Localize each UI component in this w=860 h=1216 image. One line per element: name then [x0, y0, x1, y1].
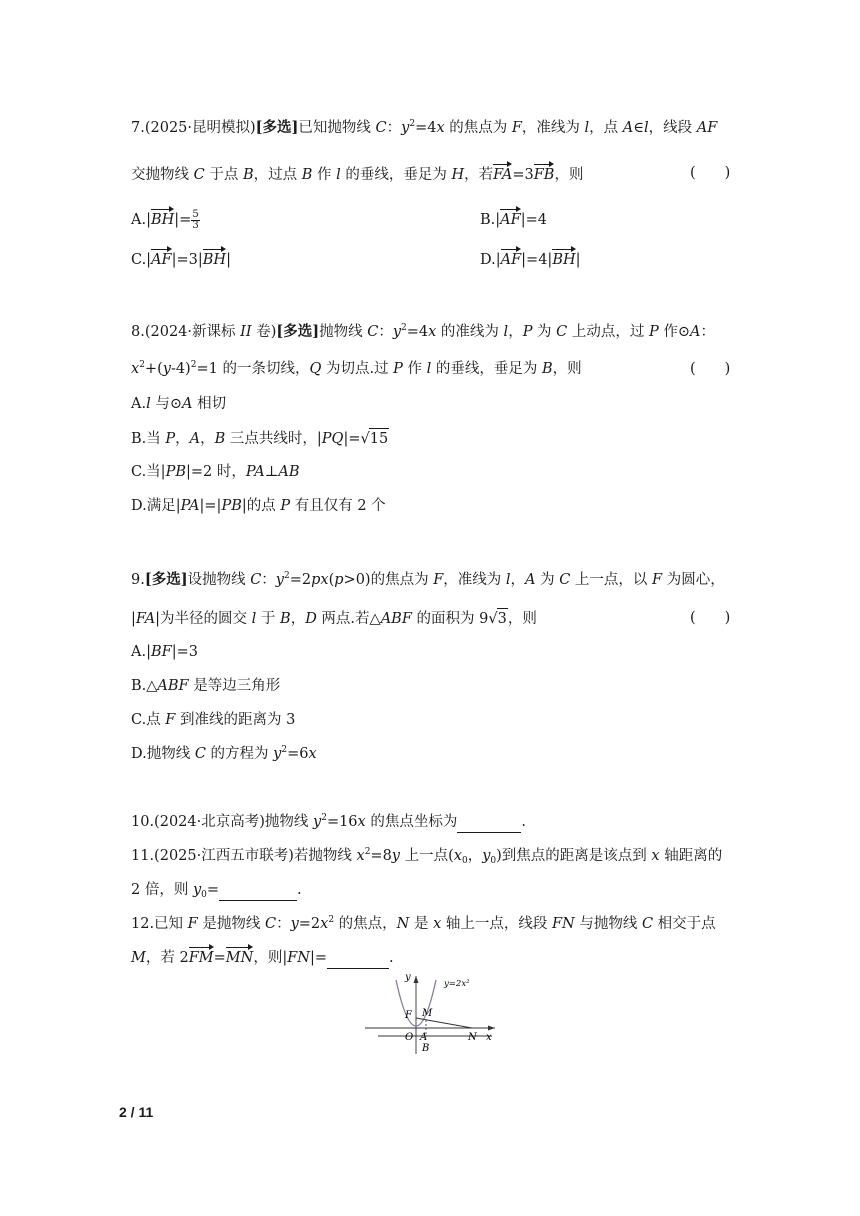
- parabola-figure: [360, 966, 510, 1056]
- q7-option-b: B.|AF|=4: [480, 208, 547, 230]
- q9-option-a: A.|BF|=3: [131, 644, 198, 660]
- q9-line2: |FA|为半径的圆交 l 于 B，D 两点.若△ABF 的面积为 9√3，则: [131, 608, 537, 629]
- q9-prefix: 9.: [131, 572, 145, 588]
- q12-line2: M，若 2FM=MN，则|FN|= .: [131, 946, 394, 969]
- q8-option-b: B.当 P，A，B 三点共线时，|PQ|=√15: [131, 428, 389, 449]
- q10-text: 10.(2024·北京高考)抛物线 $y^2=16x$ 的焦点坐标为 .: [131, 812, 526, 833]
- label-y: y: [405, 972, 411, 983]
- q7-option-c: C.|AF|=3|BH|: [131, 248, 231, 270]
- q7-option-d: D.|AF|=4|BH|: [480, 248, 581, 270]
- q8-tag: [多选]: [276, 323, 320, 340]
- q9-answer-paren: ( ): [690, 610, 731, 626]
- y-axis-arrow: [414, 976, 419, 983]
- segment-fn: [416, 1018, 472, 1028]
- x-axis-arrow: [488, 1026, 495, 1031]
- q8-option-a: A.l 与⊙A 相切: [131, 396, 227, 412]
- q8-option-d: D.满足|PA|=|PB|的点 P 有且仅有 2 个: [131, 498, 386, 514]
- q9-line1: 9.[多选]设抛物线 C：$y^2=2px(p>0)$的焦点为 F，准线为 l，A 为 C 上一点，以 F 为圆心，: [131, 571, 725, 588]
- label-f: F: [405, 1010, 412, 1021]
- q8-line1: 8.(2024·新课标 II 卷)[多选]抛物线 C：$y^2=4x$ 的准线为 l，P 为 C 上动点，过 P 作⊙A：: [131, 323, 716, 340]
- label-m: M: [422, 1008, 433, 1019]
- q7-line2: 交抛物线 C 于点 B，过点 B 作 l 的垂线，垂足为 H，若FA=3FB，则: [131, 163, 583, 185]
- q7-line1-text: 7.(2025·昆明模拟)[多选]已知抛物线 C：$y^2=4x$ 的焦点为 F，准线为 l，点 A∈l，线段 AF: [131, 119, 718, 136]
- q9-option-d: D.抛物线 C 的方程为 $y^2=6x$: [131, 745, 317, 762]
- page-number: 2 / 11: [119, 1104, 154, 1120]
- q9-option-b: B.△ABF 是等边三角形: [131, 678, 281, 694]
- q7-answer-paren: ( ): [690, 165, 731, 181]
- curve-label: y=2x²: [444, 979, 470, 989]
- q8-line2: $x^2+(y-4)^2=1$ 的一条切线，Q 为切点.过 P 作 l 的垂线，垂足为 B，则: [131, 360, 582, 377]
- q9-option-c: C.点 F 到准线的距离为 3: [131, 712, 296, 728]
- label-x: x: [486, 1032, 492, 1043]
- q11-line1: 11.(2025·江西五市联考)若抛物线 $x^2=8y$ 上一点($x_0$，$y_0$)到焦点的距离是该点到 x 轴距离的: [131, 847, 723, 866]
- q11-line2: 2 倍，则 $y_0=$ .: [131, 882, 302, 900]
- q7-option-a: A.|BH|= $\frac{5}{3}$: [131, 208, 199, 231]
- q12-line1: 12.已知 F 是抛物线 C：$y=2x^2$ 的焦点，N 是 x 轴上一点，线段 FN 与抛物线 C 相交于点: [131, 915, 716, 932]
- q8-answer-paren: ( ): [690, 361, 731, 377]
- label-a: A: [420, 1032, 428, 1043]
- label-o: O: [405, 1032, 414, 1043]
- q8-option-c: C.当|PB|=2 时，PA⊥AB: [131, 464, 300, 480]
- q8-prefix: 8.(2024·新课标 II 卷): [131, 324, 277, 340]
- label-b: B: [422, 1043, 430, 1054]
- q7-prefix: 7.(2025·昆明模拟): [131, 120, 256, 136]
- label-n: N: [468, 1032, 477, 1043]
- q9-tag: [多选]: [144, 571, 188, 588]
- q7-tag: [多选]: [255, 119, 299, 136]
